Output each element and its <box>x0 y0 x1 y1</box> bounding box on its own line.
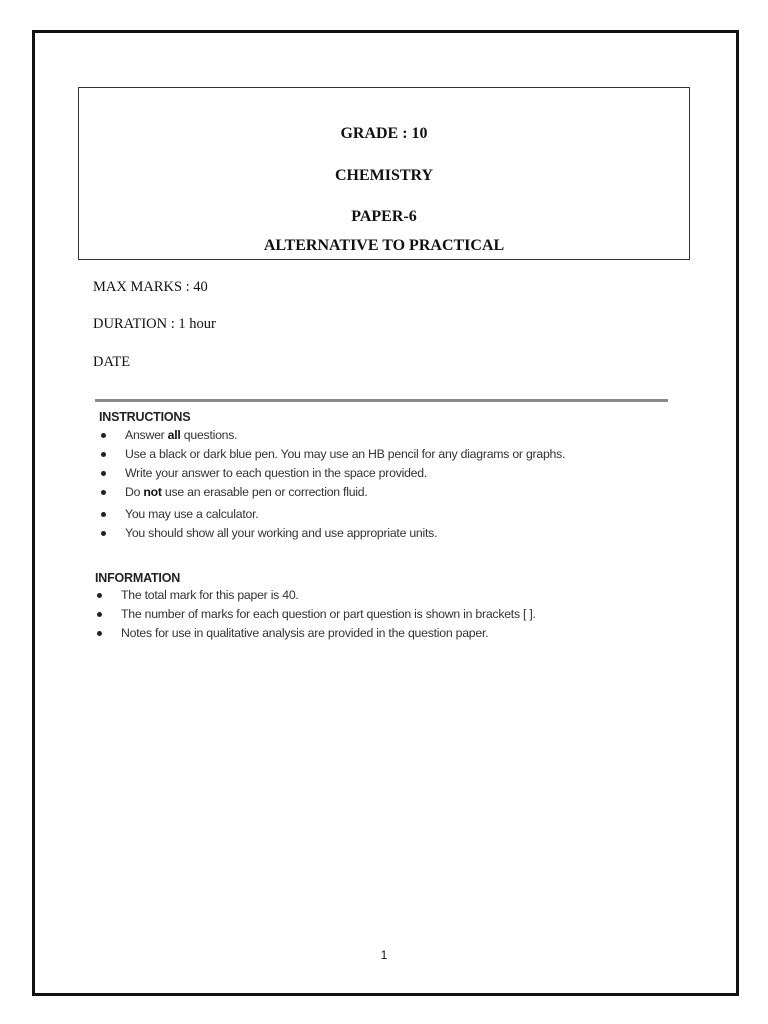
instructions-heading: INSTRUCTIONS <box>99 410 191 424</box>
max-marks: MAX MARKS : 40 <box>93 279 208 295</box>
duration: DURATION : 1 hour <box>93 316 216 332</box>
information-heading: INFORMATION <box>95 571 181 585</box>
title-box <box>78 87 690 260</box>
bullet-icon <box>101 471 106 476</box>
list-item: You should show all your working and use appropriate units. <box>97 524 565 543</box>
paper-heading: PAPER-6 <box>351 208 417 225</box>
list-item: Answer all questions. <box>97 426 565 445</box>
information-list <box>93 586 536 643</box>
bullet-icon <box>101 490 106 495</box>
bullet-icon <box>101 531 106 536</box>
bullet-icon <box>101 452 106 457</box>
list-item: You may use a calculator. <box>97 505 565 524</box>
list-item: Write your answer to each question in the space provided. <box>97 464 565 483</box>
list-item: Do not use an erasable pen or correction fluid. <box>97 483 565 502</box>
bullet-icon <box>101 512 106 517</box>
paper-title-heading: ALTERNATIVE TO PRACTICAL <box>263 237 505 254</box>
bullet-icon <box>97 612 102 617</box>
list-item: Use a black or dark blue pen. You may use an HB pencil for any diagrams or graphs. <box>97 445 565 464</box>
subject-heading: CHEMISTRY <box>334 167 434 184</box>
instructions-list <box>97 426 565 543</box>
list-item: Notes for use in qualitative analysis are provided in the question paper. <box>93 624 536 643</box>
grade-heading: GRADE : 10 <box>340 125 428 142</box>
list-item: The number of marks for each question or part question is shown in brackets [ ]. <box>93 605 536 624</box>
list-item: The total mark for this paper is 40. <box>93 586 536 605</box>
bullet-icon <box>97 631 102 636</box>
page-number: 1 <box>380 948 388 962</box>
bullet-icon <box>101 433 106 438</box>
divider-rule <box>95 399 668 402</box>
bullet-icon <box>97 593 102 598</box>
date-label: DATE <box>93 354 131 370</box>
